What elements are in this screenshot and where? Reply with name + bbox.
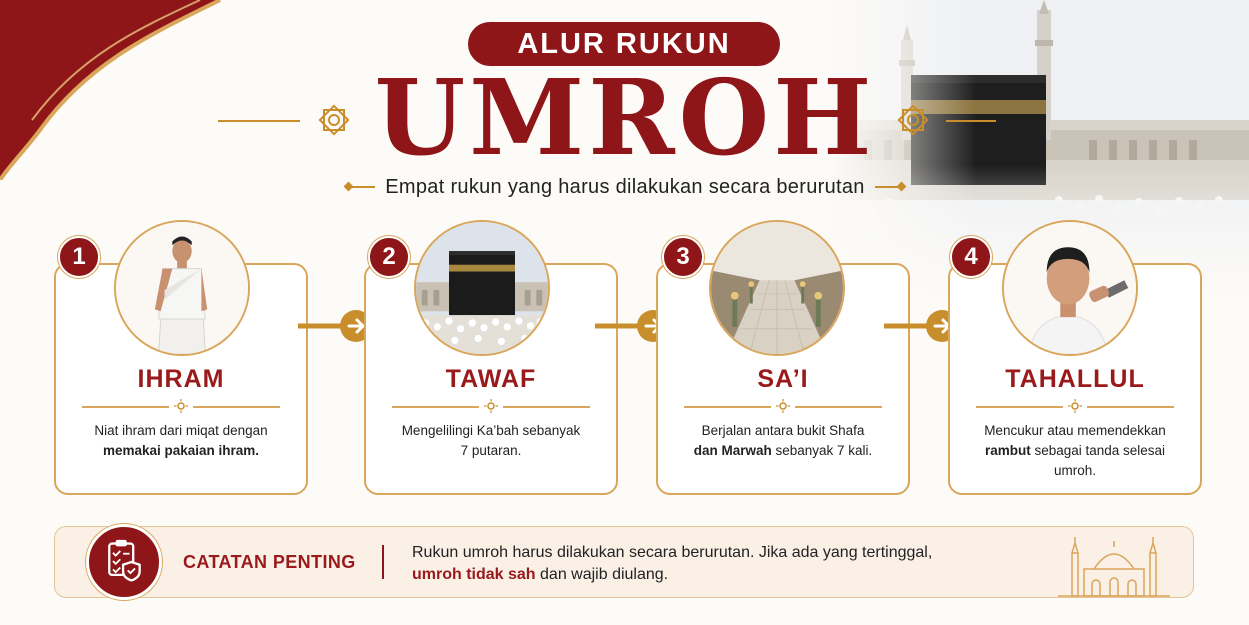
note-separator [382, 545, 384, 579]
step-desc-line: memakai pakaian ihram. [102, 443, 260, 458]
step-name: TAHALLUL [1005, 365, 1145, 393]
mosque-outline-icon [1058, 533, 1170, 597]
page-title: UMROH [374, 56, 876, 179]
step-desc-bold: dan Marwah [693, 443, 772, 458]
sun-ornament-icon [776, 399, 790, 413]
step-divider [684, 406, 882, 408]
step-name: TAWAF [445, 365, 537, 393]
note-label: CATATAN PENTING [183, 552, 356, 572]
note-text [412, 542, 932, 586]
note-text-line: Rukun umroh harus dilakukan secara berurutan. Jika ada yang tertinggal, [412, 544, 933, 561]
sun-ornament-icon [174, 399, 188, 413]
note-text-highlight: umroh tidak sah [412, 566, 536, 583]
title-pill: ALUR RUKUN [468, 22, 780, 66]
sun-ornament-icon [484, 399, 498, 413]
step-desc-line: Mengelilingi Ka’bah sebanyak [401, 423, 581, 438]
step-number-badge: 4 [950, 236, 992, 278]
step-desc-line: sebagai tanda selesai [1030, 443, 1166, 458]
step-number-badge: 2 [368, 236, 410, 278]
step-description [384, 421, 598, 461]
step-desc-line: umroh. [1053, 463, 1097, 478]
step-number-badge: 1 [58, 236, 100, 278]
ihram-pilgrim-icon [114, 220, 250, 356]
title-ornament-line-left [218, 120, 300, 122]
step-desc-line: Niat ihram dari miqat dengan [94, 423, 268, 438]
star-ornament-icon [316, 102, 352, 138]
step-description [676, 421, 890, 461]
subtitle-dash-right [875, 186, 903, 188]
step-divider [976, 406, 1174, 408]
haircut-icon [1002, 220, 1138, 356]
step-desc-line: Mencukur atau memendekkan [984, 423, 1166, 438]
step-divider [392, 406, 590, 408]
step-name: IHRAM [137, 365, 225, 393]
step-desc-bold: rambut [984, 443, 1031, 458]
title-ornament-line-right [946, 120, 996, 122]
step-desc-line: 7 putaran. [460, 443, 522, 458]
checklist-shield-icon [86, 524, 162, 600]
note-text-line: dan wajib diulang. [535, 566, 669, 583]
step-name: SA’I [757, 365, 809, 393]
step-description [74, 421, 288, 461]
subtitle-row [300, 174, 950, 200]
step-divider [82, 406, 280, 408]
corner-decoration [0, 0, 240, 180]
sun-ornament-icon [1068, 399, 1082, 413]
safa-marwah-icon [709, 220, 845, 356]
step-description [968, 421, 1182, 481]
subtitle: Empat rukun yang harus dilakukan secara berurutan [385, 175, 865, 198]
step-desc-line: sebanyak 7 kali. [771, 443, 873, 458]
subtitle-dash-left [347, 186, 375, 188]
step-number-badge: 3 [662, 236, 704, 278]
step-desc-line: Berjalan antara bukit Shafa [701, 423, 865, 438]
kaaba-icon [414, 220, 550, 356]
star-ornament-icon [895, 102, 931, 138]
